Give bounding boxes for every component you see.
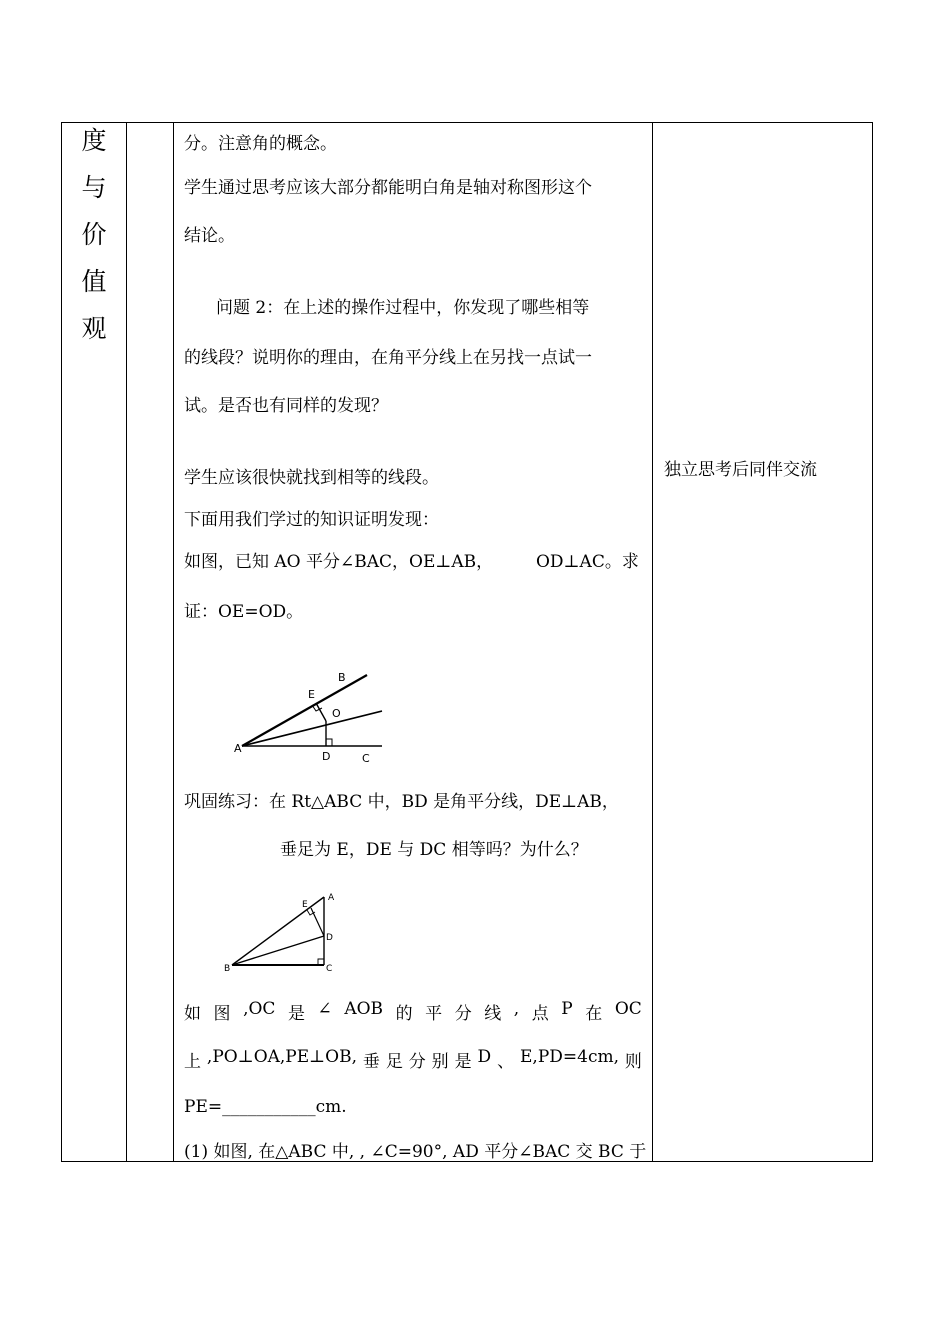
exercise-word: 如: [184, 1004, 201, 1024]
exercise-word: 上: [184, 1052, 201, 1072]
column-divider-2: [173, 123, 174, 1161]
given-statement: 如图，已知 AO 平分∠BAC，OE⊥AB，: [184, 552, 494, 572]
column-divider-1: [126, 123, 127, 1161]
category-char: 观: [81, 314, 107, 343]
point-label-B: B: [338, 671, 346, 684]
exercise-line: (1) 如图, 在△ABC 中, , ∠C=90°, AD 平分∠BAC 交 BC 于: [184, 1142, 647, 1162]
exercise-word: ,: [513, 999, 520, 1019]
exercise-word: 点: [531, 1004, 549, 1024]
right-triangle-figure: [222, 885, 352, 981]
category-label: [62, 117, 126, 352]
exercise-word: 平: [425, 1004, 443, 1024]
point-label-E: E: [308, 688, 315, 701]
exercise-word: E,PD=4cm,: [520, 1047, 619, 1067]
exercise-word: 分: [454, 1004, 472, 1024]
text-line: 结论。: [184, 226, 235, 246]
category-char: 值: [81, 267, 107, 296]
exercise-word: P: [561, 999, 573, 1019]
exercise-word: D: [477, 1047, 492, 1067]
exercise-word: 的: [395, 1004, 413, 1024]
exercise-word: 图: [213, 1004, 231, 1024]
question-2-line: 问题 2：在上述的操作过程中，你发现了哪些相等: [216, 298, 590, 318]
point-label-A: A: [234, 742, 242, 755]
exercise-word: 垂: [362, 1052, 380, 1072]
exercise-line: [184, 999, 642, 1024]
exercise-word: 、: [497, 1052, 515, 1072]
exercise-word: ,OC: [243, 999, 276, 1019]
exercise-word: AOB: [344, 999, 384, 1019]
prove-statement: 证：OE=OD。: [184, 602, 304, 622]
practice-line: 巩固练习：在 Rt△ABC 中，BD 是角平分线，DE⊥AB，: [184, 792, 619, 812]
exercise-word: OC: [614, 999, 642, 1019]
exercise-word: ,PO⊥OA,PE⊥OB,: [206, 1047, 357, 1067]
teaching-note: 独立思考后同伴交流: [664, 460, 817, 480]
exercise-word: 是: [288, 1004, 305, 1024]
exercise-word: 线: [484, 1004, 502, 1024]
exercise-word: 是: [454, 1052, 472, 1072]
question-2-line: 的线段？说明你的理由，在角平分线上在另找一点试一: [184, 348, 592, 368]
angle-bisector-figure: [234, 663, 444, 773]
exercise-word: 则: [624, 1052, 642, 1072]
lesson-table: [61, 122, 873, 1162]
point-label-E: E: [302, 900, 308, 910]
exercise-word: 在: [585, 1004, 603, 1024]
text-line: 学生应该很快就找到相等的线段。: [184, 468, 439, 488]
exercise-blank-line: PE=___________cm.: [184, 1097, 347, 1117]
column-divider-3: [652, 123, 653, 1161]
point-label-B: B: [224, 964, 231, 974]
text-line: 学生通过思考应该大部分都能明白角是轴对称图形这个: [184, 178, 592, 198]
point-label-A: A: [328, 893, 335, 903]
practice-line: 垂足为 E，DE 与 DC 相等吗？为什么？: [280, 840, 588, 860]
given-statement: OD⊥AC。求: [536, 552, 639, 572]
point-label-C: C: [362, 752, 370, 765]
category-char: 度: [81, 126, 107, 155]
category-char: 价: [81, 220, 107, 249]
exercise-word: 分: [408, 1052, 426, 1072]
exercise-word: 足: [385, 1052, 403, 1072]
point-label-C: C: [326, 964, 333, 974]
point-label-O: O: [332, 707, 341, 720]
question-2-line: 试。是否也有同样的发现？: [184, 396, 388, 416]
exercise-line: [184, 1047, 642, 1072]
exercise-word: ∠: [317, 999, 332, 1019]
text-line: 下面用我们学过的知识证明发现：: [184, 510, 439, 530]
category-char: 与: [81, 173, 107, 202]
point-label-D: D: [322, 750, 331, 763]
point-label-D: D: [326, 933, 333, 943]
text-line: 分。注意角的概念。: [184, 134, 337, 154]
exercise-word: 别: [431, 1052, 449, 1072]
